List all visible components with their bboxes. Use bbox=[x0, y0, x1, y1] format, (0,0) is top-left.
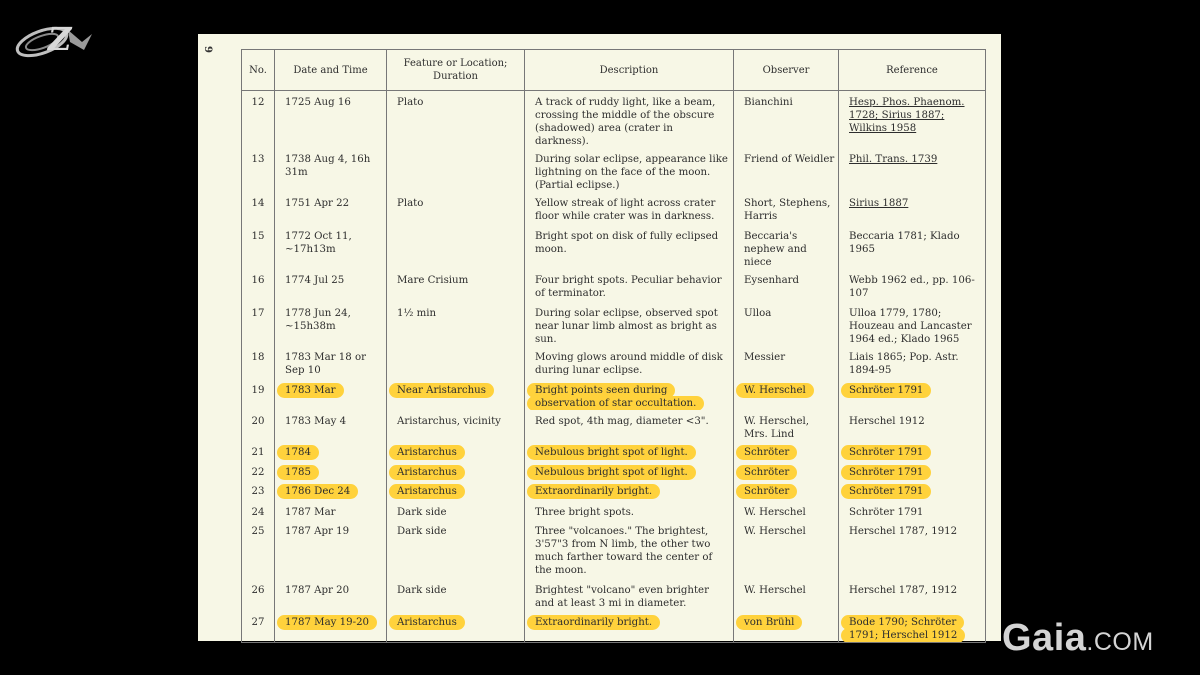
cell-feature bbox=[387, 612, 525, 643]
lunar-events-table bbox=[241, 49, 986, 643]
cell-date bbox=[275, 612, 387, 643]
reference-text: Schröter 1791 bbox=[849, 507, 924, 518]
cell-reference bbox=[839, 91, 986, 149]
header-description: Description bbox=[525, 50, 734, 91]
header-date: Date and Time bbox=[275, 50, 387, 91]
cell-reference bbox=[839, 346, 986, 379]
cell-description bbox=[525, 463, 734, 482]
cell-observer bbox=[734, 410, 839, 443]
cell-reference bbox=[839, 269, 986, 302]
cell-no bbox=[242, 612, 275, 643]
cell-no bbox=[242, 302, 275, 346]
gaia-brand: Gaia bbox=[1002, 617, 1087, 659]
date-text: 1772 Oct 11, ~17h13m bbox=[285, 231, 352, 255]
cell-no bbox=[242, 443, 275, 463]
no-text: 22 bbox=[251, 467, 265, 478]
cell-feature bbox=[387, 581, 525, 612]
no-text: 14 bbox=[251, 198, 265, 209]
date-text: 1784 bbox=[277, 445, 319, 460]
cell-observer bbox=[734, 443, 839, 463]
cell-description bbox=[525, 379, 734, 410]
cell-observer bbox=[734, 91, 839, 149]
cell-feature bbox=[387, 302, 525, 346]
cell-reference bbox=[839, 581, 986, 612]
cell-reference bbox=[839, 410, 986, 443]
table-row bbox=[242, 91, 986, 149]
cell-no bbox=[242, 269, 275, 302]
table-row bbox=[242, 581, 986, 612]
cell-reference bbox=[839, 192, 986, 225]
reference-text: Schröter 1791 bbox=[841, 383, 931, 398]
feature-text: Plato bbox=[397, 97, 424, 108]
cell-date bbox=[275, 482, 387, 503]
description-text: A track of ruddy light, like a beam, crossing the middle of the obscure (shadowed) area (crater in darkness). bbox=[535, 97, 716, 147]
date-text: 1787 Apr 20 bbox=[285, 585, 350, 596]
cell-observer bbox=[734, 302, 839, 346]
no-text: 21 bbox=[251, 447, 265, 458]
date-text: 1783 May 4 bbox=[285, 416, 347, 427]
cell-no bbox=[242, 463, 275, 482]
date-text: 1787 May 19-20 bbox=[277, 615, 377, 630]
channel-logo bbox=[10, 12, 100, 67]
cell-no bbox=[242, 410, 275, 443]
table-row bbox=[242, 463, 986, 482]
cell-observer bbox=[734, 581, 839, 612]
feature-text: Aristarchus bbox=[389, 484, 465, 499]
cell-no bbox=[242, 379, 275, 410]
cell-observer bbox=[734, 522, 839, 581]
date-text: 1783 Mar 18 or Sep 10 bbox=[285, 352, 366, 376]
no-text: 24 bbox=[251, 507, 265, 518]
feature-text: 1½ min bbox=[397, 308, 437, 319]
cell-date bbox=[275, 91, 387, 149]
observer-text: Friend of Weidler bbox=[744, 154, 835, 165]
date-text: 1774 Jul 25 bbox=[285, 275, 345, 286]
table-row bbox=[242, 503, 986, 522]
table-row bbox=[242, 482, 986, 503]
feature-text: Aristarchus bbox=[389, 615, 465, 630]
cell-feature bbox=[387, 379, 525, 410]
cell-observer bbox=[734, 379, 839, 410]
observer-text: Eysenhard bbox=[744, 275, 800, 286]
cell-reference bbox=[839, 443, 986, 463]
reference-text: Sirius 1887 bbox=[849, 198, 909, 209]
reference-text: Herschel 1787, 1912 bbox=[849, 526, 958, 537]
reference-text: Herschel 1912 bbox=[849, 416, 925, 427]
observer-text: Short, Stephens, Harris bbox=[744, 198, 831, 222]
cell-date bbox=[275, 410, 387, 443]
description-text: Three bright spots. bbox=[535, 507, 635, 518]
table-row bbox=[242, 379, 986, 410]
cell-reference bbox=[839, 225, 986, 269]
page-number: 9 bbox=[201, 46, 213, 53]
cell-no bbox=[242, 91, 275, 149]
cell-description bbox=[525, 612, 734, 643]
feature-text: Dark side bbox=[397, 507, 447, 518]
table-row bbox=[242, 192, 986, 225]
feature-text: Near Aristarchus bbox=[389, 383, 494, 398]
cell-date bbox=[275, 346, 387, 379]
cell-no bbox=[242, 503, 275, 522]
cell-feature bbox=[387, 522, 525, 581]
feature-text: Aristarchus, vicinity bbox=[397, 416, 501, 427]
no-text: 13 bbox=[251, 154, 265, 165]
cell-no bbox=[242, 581, 275, 612]
description-text: Three "volcanoes." The brightest, 3'57"3 from N limb, the other two much farther toward the center of the moon. bbox=[535, 526, 713, 576]
cell-date bbox=[275, 581, 387, 612]
no-text: 17 bbox=[251, 308, 265, 319]
cell-date bbox=[275, 522, 387, 581]
no-text: 25 bbox=[251, 526, 265, 537]
reference-text: Phil. Trans. 1739 bbox=[849, 154, 938, 165]
no-text: 23 bbox=[251, 486, 265, 497]
table-row bbox=[242, 302, 986, 346]
date-text: 1786 Dec 24 bbox=[277, 484, 358, 499]
description-text: Brightest "volcano" even brighter and at least 3 mi in diameter. bbox=[535, 585, 709, 609]
cell-no bbox=[242, 482, 275, 503]
observer-text: W. Herschel bbox=[744, 507, 806, 518]
cell-date bbox=[275, 443, 387, 463]
table-row bbox=[242, 612, 986, 643]
description-text: Bright spot on disk of fully eclipsed moon. bbox=[535, 231, 719, 255]
cell-observer bbox=[734, 192, 839, 225]
observer-text: W. Herschel bbox=[736, 383, 814, 398]
cell-reference bbox=[839, 503, 986, 522]
feature-text: Plato bbox=[397, 198, 424, 209]
header-reference: Reference bbox=[839, 50, 986, 91]
cell-date bbox=[275, 302, 387, 346]
cell-observer bbox=[734, 225, 839, 269]
cell-feature bbox=[387, 192, 525, 225]
date-text: 1785 bbox=[277, 465, 319, 480]
cell-date bbox=[275, 503, 387, 522]
cell-observer bbox=[734, 148, 839, 192]
cell-description bbox=[525, 91, 734, 149]
cell-date bbox=[275, 463, 387, 482]
date-text: 1787 Mar bbox=[285, 507, 336, 518]
feature-text: Mare Crisium bbox=[397, 275, 469, 286]
cell-feature bbox=[387, 225, 525, 269]
table-row bbox=[242, 269, 986, 302]
description-text: Four bright spots. Peculiar behavior of terminator. bbox=[535, 275, 722, 299]
description-text: Nebulous bright spot of light. bbox=[527, 445, 696, 460]
feature-text: Aristarchus bbox=[389, 465, 465, 480]
cell-date bbox=[275, 148, 387, 192]
cell-reference bbox=[839, 302, 986, 346]
reference-text: Schröter 1791 bbox=[841, 484, 931, 499]
cell-reference bbox=[839, 148, 986, 192]
cell-feature bbox=[387, 482, 525, 503]
no-text: 26 bbox=[251, 585, 265, 596]
description-text: Yellow streak of light across crater floor while crater was in darkness. bbox=[535, 198, 716, 222]
cell-observer bbox=[734, 612, 839, 643]
cell-date bbox=[275, 192, 387, 225]
date-text: 1738 Aug 4, 16h 31m bbox=[285, 154, 371, 178]
cell-feature bbox=[387, 269, 525, 302]
table-row bbox=[242, 410, 986, 443]
cell-description bbox=[525, 148, 734, 192]
cell-feature bbox=[387, 410, 525, 443]
no-text: 20 bbox=[251, 416, 265, 427]
cell-no bbox=[242, 192, 275, 225]
observer-text: von Brühl bbox=[736, 615, 802, 630]
no-text: 12 bbox=[251, 97, 265, 108]
date-text: 1783 Mar bbox=[277, 383, 344, 398]
feature-text: Aristarchus bbox=[389, 445, 465, 460]
table-row bbox=[242, 443, 986, 463]
table-row bbox=[242, 522, 986, 581]
observer-text: Messier bbox=[744, 352, 786, 363]
cell-reference bbox=[839, 482, 986, 503]
reference-text: Beccaria 1781; Klado 1965 bbox=[849, 231, 960, 255]
cell-description bbox=[525, 302, 734, 346]
no-text: 18 bbox=[251, 352, 265, 363]
cell-no bbox=[242, 148, 275, 192]
date-text: 1778 Jun 24, ~15h38m bbox=[285, 308, 351, 332]
cell-description bbox=[525, 581, 734, 612]
cell-description bbox=[525, 192, 734, 225]
cell-feature bbox=[387, 148, 525, 192]
cell-feature bbox=[387, 503, 525, 522]
reference-text: Ulloa 1779, 1780; Houzeau and Lancaster 1964 ed.; Klado 1965 bbox=[849, 308, 972, 345]
cell-no bbox=[242, 346, 275, 379]
header-no: No. bbox=[242, 50, 275, 91]
cell-reference bbox=[839, 612, 986, 643]
date-text: 1787 Apr 19 bbox=[285, 526, 350, 537]
cell-observer bbox=[734, 346, 839, 379]
cell-reference bbox=[839, 522, 986, 581]
table-row bbox=[242, 346, 986, 379]
no-text: 15 bbox=[251, 231, 265, 242]
observer-text: W. Herschel bbox=[744, 585, 806, 596]
no-text: 16 bbox=[251, 275, 265, 286]
cell-description bbox=[525, 443, 734, 463]
cell-no bbox=[242, 225, 275, 269]
cell-feature bbox=[387, 443, 525, 463]
reference-text: Hesp. Phos. Phaenom. 1728; Sirius 1887; Wilkins 1958 bbox=[849, 97, 965, 134]
observer-text: Bianchini bbox=[744, 97, 793, 108]
description-text: Bright points seen during observation of star occultation. bbox=[527, 383, 704, 410]
description-text: Extraordinarily bright. bbox=[527, 615, 660, 630]
description-text: Red spot, 4th mag, diameter <3". bbox=[535, 416, 709, 427]
cell-description bbox=[525, 482, 734, 503]
cell-reference bbox=[839, 463, 986, 482]
reference-text: Schröter 1791 bbox=[841, 465, 931, 480]
cell-feature bbox=[387, 346, 525, 379]
cell-description bbox=[525, 225, 734, 269]
no-text: 19 bbox=[251, 385, 265, 396]
observer-text: Beccaria's nephew and niece bbox=[744, 231, 807, 268]
cell-reference bbox=[839, 379, 986, 410]
observer-text: Schröter bbox=[736, 484, 797, 499]
cell-observer bbox=[734, 463, 839, 482]
description-text: Moving glows around middle of disk during lunar eclipse. bbox=[535, 352, 723, 376]
feature-text: Dark side bbox=[397, 526, 447, 537]
cell-feature bbox=[387, 463, 525, 482]
header-observer: Observer bbox=[734, 50, 839, 91]
reference-text: Schröter 1791 bbox=[841, 445, 931, 460]
cell-description bbox=[525, 269, 734, 302]
description-text: Extraordinarily bright. bbox=[527, 484, 660, 499]
feature-text: Dark side bbox=[397, 585, 447, 596]
reference-text: Webb 1962 ed., pp. 106-107 bbox=[849, 275, 975, 299]
date-text: 1725 Aug 16 bbox=[285, 97, 351, 108]
table-row bbox=[242, 148, 986, 192]
observer-text: W. Herschel, Mrs. Lind bbox=[744, 416, 809, 440]
observer-text: Schröter bbox=[736, 445, 797, 460]
cell-date bbox=[275, 225, 387, 269]
cell-description bbox=[525, 346, 734, 379]
cell-date bbox=[275, 379, 387, 410]
header-feature: Feature or Location; Duration bbox=[387, 50, 525, 91]
date-text: 1751 Apr 22 bbox=[285, 198, 350, 209]
reference-text: Liais 1865; Pop. Astr. 1894-95 bbox=[849, 352, 959, 376]
observer-text: W. Herschel bbox=[744, 526, 806, 537]
reference-text: Bode 1790; Schröter 1791; Herschel 1912 bbox=[841, 615, 965, 643]
logo-letter: Z bbox=[48, 20, 72, 58]
cell-description bbox=[525, 410, 734, 443]
cell-feature bbox=[387, 91, 525, 149]
cell-observer bbox=[734, 503, 839, 522]
description-text: Nebulous bright spot of light. bbox=[527, 465, 696, 480]
cell-description bbox=[525, 522, 734, 581]
description-text: During solar eclipse, observed spot near lunar limb almost as bright as sun. bbox=[535, 308, 718, 345]
observer-text: Schröter bbox=[736, 465, 797, 480]
cell-observer bbox=[734, 482, 839, 503]
observer-text: Ulloa bbox=[744, 308, 772, 319]
reference-text: Herschel 1787, 1912 bbox=[849, 585, 958, 596]
table-row bbox=[242, 225, 986, 269]
description-text: During solar eclipse, appearance like lightning on the face of the moon. (Partial eclipse.) bbox=[535, 154, 728, 191]
cell-no bbox=[242, 522, 275, 581]
gaia-watermark bbox=[1002, 617, 1154, 660]
no-text: 27 bbox=[251, 617, 265, 628]
cell-date bbox=[275, 269, 387, 302]
cell-observer bbox=[734, 269, 839, 302]
cell-description bbox=[525, 503, 734, 522]
gaia-suffix: .COM bbox=[1086, 628, 1154, 656]
